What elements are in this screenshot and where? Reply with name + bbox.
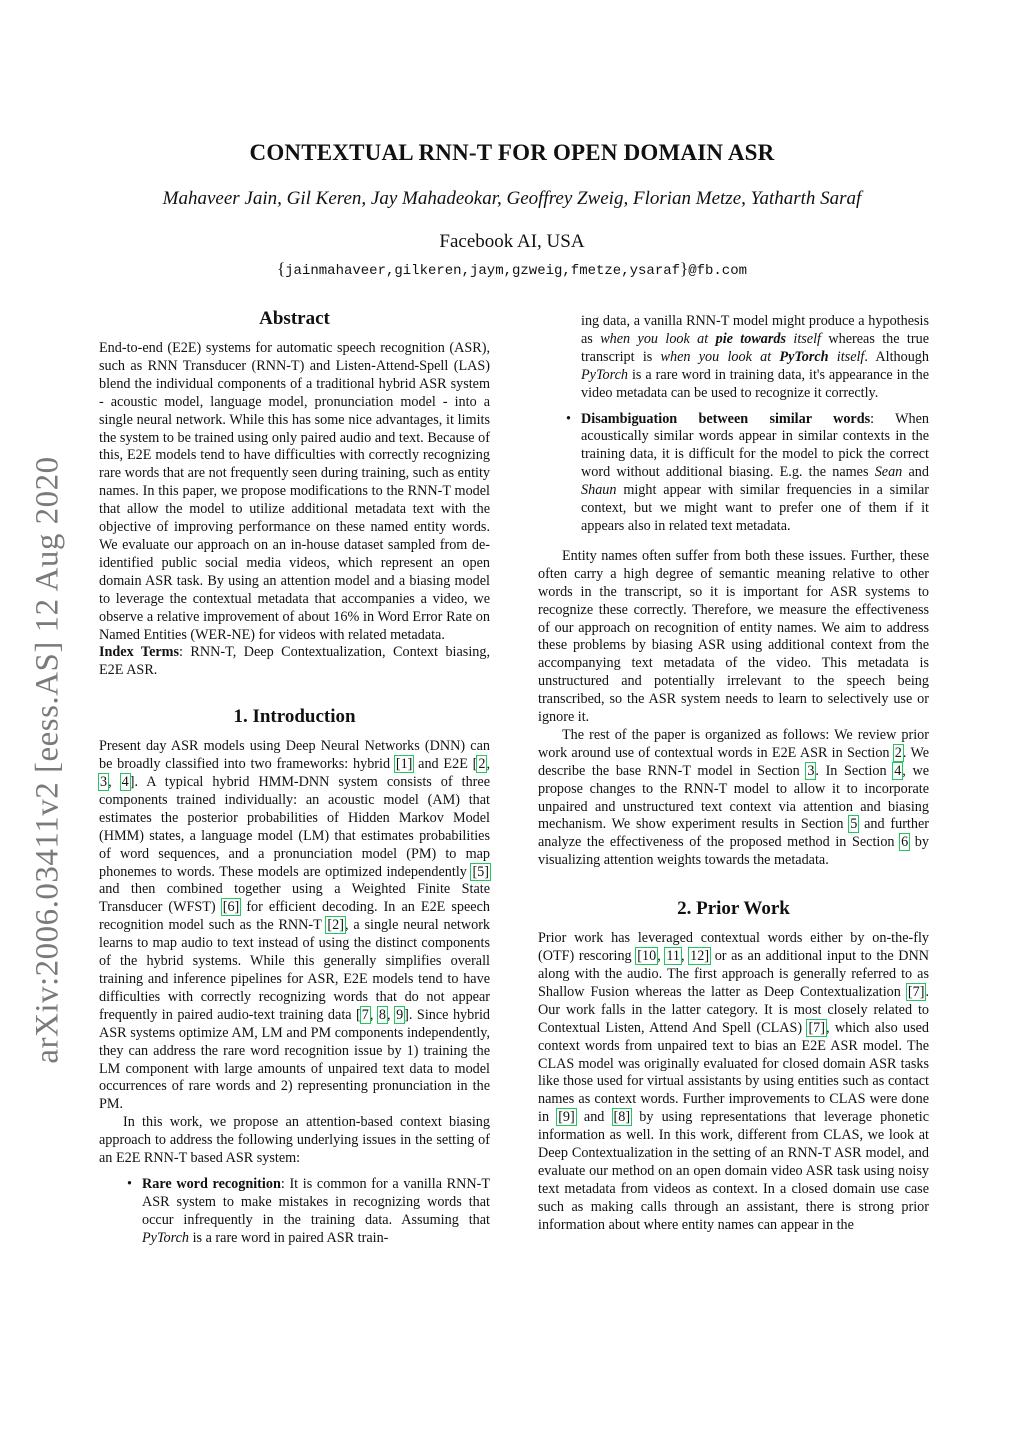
intro-paragraph-3: Entity names often suffer from both these issues. Further, these often carry a high degree of semantic meaning relative to other words in the transcript, so it is important for ASR systems to recognize these correctly. Therefore, we measure the effectiveness of our approach on recognition of entity names. We aim to address these problems by biasing ASR using additional context from the accompanying text metadata of the video. This metadata is unstructured and potentially irrelevant to the speech being transcribed, so the ASR system needs to learn to selectively use or ignore it. xyxy=(538,547,929,726)
index-terms xyxy=(99,644,490,680)
citation-link[interactable]: [2] xyxy=(327,917,344,934)
email-names: jainmahaveer,gilkeren,jaym,gzweig,fmetze,ysaraf xyxy=(285,263,681,279)
citation-link[interactable]: [10 xyxy=(637,948,657,965)
email-domain: @fb.com xyxy=(688,263,748,279)
arxiv-identifier: arXiv:2006.03411v2 [eess.AS] 12 Aug 2020 xyxy=(29,456,66,1064)
left-column xyxy=(99,308,490,1256)
author-list: Mahaveer Jain, Gil Keren, Jay Mahadeokar, Geoffrey Zweig, Florian Metze, Yatharth Saraf xyxy=(162,188,862,209)
citation-link[interactable]: 8 xyxy=(378,1006,387,1023)
citation-link[interactable]: [6] xyxy=(222,899,240,916)
citation-link[interactable]: 12] xyxy=(690,948,710,965)
section-link[interactable]: 4 xyxy=(894,762,902,779)
citation-link[interactable]: [7] xyxy=(808,1019,825,1036)
index-terms-text: : RNN-T, Deep Contextualization, Context biasing, E2E ASR. xyxy=(99,644,490,679)
prior-work-paragraph: Prior work has leveraged contextual words either by on-the-fly (OTF) rescoring [10, 11, 12] or as an additional input to the DNN along with the audio. The first approach is generally referred to as Shallow Fusion whereas the latter as Deep Contextualization [7]. Our work falls in the latter category. It is most closely related to Contextual Listen, Attend And Spell (CLAS) [7], which also used context words from unpaired text to bias an E2E ASR model. The CLAS model was originally evaluated for closed domain ASR tasks like those used for virtual assistants by using entities such as contact names as context words. Further improvements to CLAS were done in [9] and [8] by using representations that leverage phonetic information as well. In this work, different from CLAS, we look at Deep Contextualization in the setting of an RNN-T ASR model, and evaluate our method on an open domain video ASR task using noisy text metadata from videos as context. In a closed domain use case such as making calls through an assistant, there is strong prior information about where entity names can appear in the xyxy=(538,930,929,1233)
citation-link[interactable]: 9 xyxy=(396,1006,404,1023)
list-item: • Rare word recognition: It is common for a vanilla RNN-T ASR system to make mistakes in recognizing words that occur infrequently in the training data. Assuming that PyTorch is a rare word in paired ASR train- xyxy=(142,1176,490,1248)
introduction-heading: 1. Introduction xyxy=(233,706,356,728)
intro-paragraph-2: In this work, we propose an attention-based context biasing approach to address the following underlying issues in the setting of an E2E RNN-T based ASR system: xyxy=(99,1114,490,1167)
citation-link[interactable]: [9] xyxy=(558,1109,575,1126)
email-brace-close: } xyxy=(680,259,689,278)
citation-link[interactable]: 7 xyxy=(361,1006,369,1023)
citation-link[interactable]: 3 xyxy=(100,774,108,791)
bullet-term: Rare word recognition xyxy=(142,1175,281,1192)
issues-list xyxy=(99,1176,490,1248)
section-link[interactable]: 6 xyxy=(901,834,909,851)
intro-paragraph-4: The rest of the paper is organized as follows: We review prior work around use of contextual words in E2E ASR in Section 2. We describe the base RNN-T model in Section 3. In Section 4, we propose changes to the RNN-T model to allow it to incorporate unpaired and unstructured text context via attention and biasing mechanism. We show experiment results in Section 5 and further analyze the effectiveness of the proposed method in Section 6 by visualizing attention weights towards the metadata. xyxy=(538,726,930,869)
email-brace-open: { xyxy=(276,259,286,278)
citation-link[interactable]: 11 xyxy=(666,948,681,965)
citation-link[interactable]: 2 xyxy=(478,756,486,773)
citation-link[interactable]: [7] xyxy=(907,983,925,1000)
bullet-term: Disambiguation between similar words xyxy=(581,410,871,427)
intro-paragraph-1: Present day ASR models using Deep Neural Networks (DNN) can be broadly classified into two frameworks: hybrid [1] and E2E [2, 3, 4]. A typical hybrid HMM-DNN system consists of three components trained individually: an acoustic model (AM) that estimates the posterior probabilities of Hidden Markov Model (HMM) states, a language model (LM) that estimates probabilities of word sequences, and a pronunciation model (PM) to map phonemes to words. These models are optimized independently [5] and then combined together using a Weighted Finite State Transducer (WFST) [6] for efficient decoding. In an E2E speech recognition model such as the RNN-T [2], a single neural network learns to map audio to text instead of using the distinct components of the hybrid systems. While this generally simplifies overall training and inference pipelines for ASR, E2E models tend to have difficulties with correctly recognizing words that do not appear frequently in paired audio-text training data [7, 8, 9]. Since hybrid ASR systems optimize AM, LM and PM components independently, they can address the rare word recognition issue by 1) training the LM component with large amounts of unpaired text data to model occurrences of rare words and 2) representing pronunciation in the PM. xyxy=(99,738,491,1113)
right-column xyxy=(538,313,929,1235)
citation-link[interactable]: [8] xyxy=(613,1109,631,1126)
section-link[interactable]: 5 xyxy=(850,816,858,833)
abstract-heading: Abstract xyxy=(259,308,330,329)
list-item: ing data, a vanilla RNN-T model might produce a hypothesis as when you look at pie towards itself whereas the true transcript is when you look at PyTorch itself. Although PyTorch is a rare word in training data, it's appearance in the video metadata can be used to recognize it correctly. xyxy=(581,313,929,401)
citation-link[interactable]: 4 xyxy=(121,774,129,791)
index-terms-label: Index Terms xyxy=(99,644,180,661)
list-item: • Disambiguation between similar words: When acoustically similar words appear in similar contexts in the training data, it is difficult for the model to pick the correct word without additional biasing. E.g. the names Sean and Shaun might appear with similar frequencies in a similar context, but we might want to prefer one of them if it appears also in related text metadata. xyxy=(581,411,929,536)
arxiv-sidebar-stamp xyxy=(26,440,70,1080)
prior-work-heading: 2. Prior Work xyxy=(677,898,790,920)
abstract-body: End-to-end (E2E) systems for automatic speech recognition (ASR), such as RNN Transducer (RNN-T) and Listen-Attend-Spell (LAS) blend the individual components of a traditional hybrid ASR system - acoustic model, language model, pronunciation model - into a single neural network. While this has some nice advantages, it limits the system to be trained using only paired audio and text. Because of this, E2E models tend to have difficulties with correctly recognizing rare words that are not frequently seen during training, such as entity names. In this paper, we propose modifications to the RNN-T model that allow the model to utilize additional metadata text with the objective of improving performance on these named entity words. We evaluate our approach on an in-house dataset sampled from de-identified public social media videos, which represent an open domain ASR task. By using an attention model and a biasing model to leverage the contextual metadata that accompanies a video, we observe a relative improvement of about 16% in Word Error Rate on Named Entities (WER-NE) for videos with related metadata. xyxy=(99,340,490,643)
paper-title: CONTEXTUAL RNN-T FOR OPEN DOMAIN ASR xyxy=(249,140,775,165)
section-link[interactable]: 2 xyxy=(894,744,902,761)
section-link[interactable]: 3 xyxy=(807,762,815,779)
citation-link[interactable]: [5] xyxy=(472,863,489,880)
citation-link[interactable]: [1] xyxy=(395,756,413,773)
affiliation: Facebook AI, USA xyxy=(439,231,585,252)
issues-list-continued xyxy=(538,313,929,536)
email-line xyxy=(0,259,1024,279)
